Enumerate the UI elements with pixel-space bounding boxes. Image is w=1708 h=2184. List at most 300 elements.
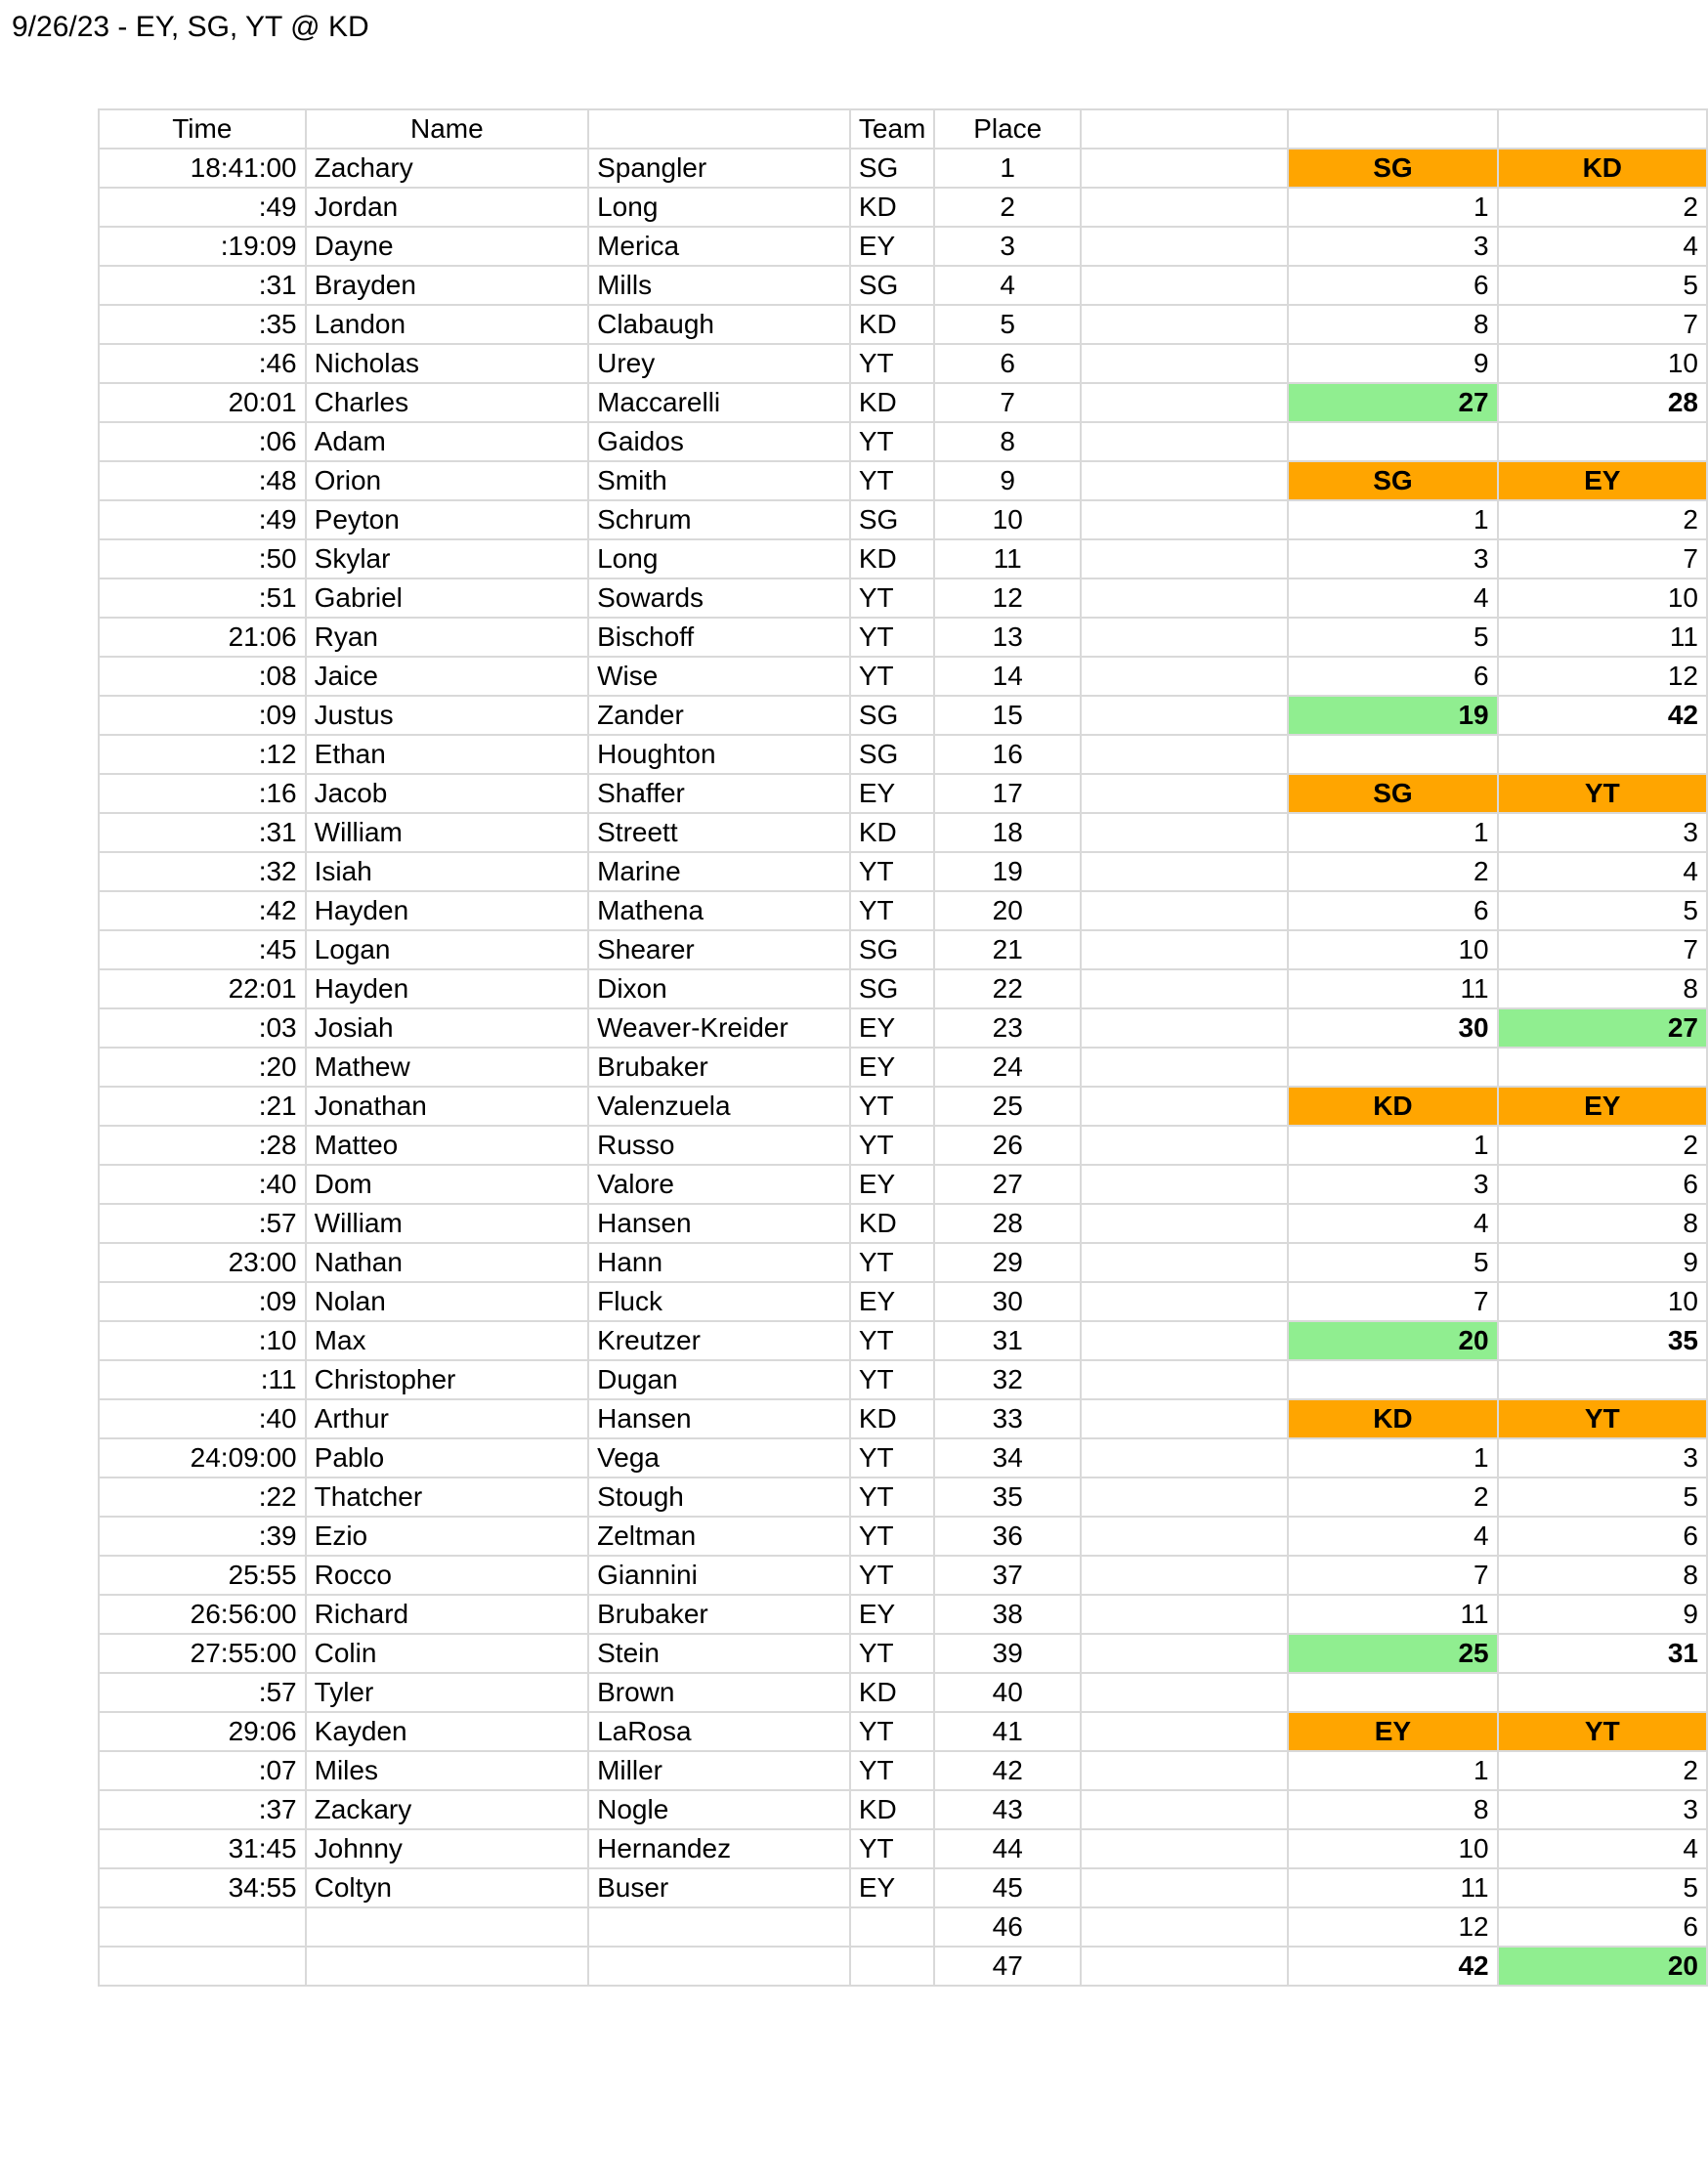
empty-cell[interactable] bbox=[1081, 618, 1288, 657]
first-name-cell[interactable]: Skylar bbox=[306, 539, 588, 578]
place-cell[interactable]: 18 bbox=[934, 813, 1081, 852]
team-cell[interactable]: YT bbox=[850, 1477, 934, 1517]
dual-place[interactable]: 8 bbox=[1498, 1556, 1707, 1595]
last-name-cell[interactable]: Bischoff bbox=[588, 618, 850, 657]
dual-place[interactable]: 3 bbox=[1288, 1165, 1497, 1204]
last-name-cell[interactable]: Fluck bbox=[588, 1282, 850, 1321]
dual-place[interactable]: 2 bbox=[1288, 852, 1497, 891]
team-cell[interactable]: YT bbox=[850, 657, 934, 696]
place-cell[interactable]: 11 bbox=[934, 539, 1081, 578]
time-cell[interactable]: 21:06 bbox=[99, 618, 306, 657]
team-cell[interactable]: EY bbox=[850, 1595, 934, 1634]
time-cell[interactable]: 34:55 bbox=[99, 1868, 306, 1907]
place-cell[interactable]: 35 bbox=[934, 1477, 1081, 1517]
team-cell[interactable]: EY bbox=[850, 1868, 934, 1907]
last-name-cell[interactable]: Russo bbox=[588, 1126, 850, 1165]
team-cell[interactable]: YT bbox=[850, 422, 934, 461]
team-cell[interactable]: YT bbox=[850, 1829, 934, 1868]
dual-place[interactable]: 7 bbox=[1498, 305, 1707, 344]
dual-place[interactable]: 2 bbox=[1498, 1126, 1707, 1165]
empty-cell[interactable] bbox=[1081, 969, 1288, 1008]
team-cell[interactable]: KD bbox=[850, 539, 934, 578]
first-name-cell[interactable]: Logan bbox=[306, 930, 588, 969]
dual-place[interactable]: 3 bbox=[1498, 1438, 1707, 1477]
place-cell[interactable]: 9 bbox=[934, 461, 1081, 500]
last-name-cell[interactable]: Shaffer bbox=[588, 774, 850, 813]
dual-header-team-a[interactable]: SG bbox=[1288, 774, 1497, 813]
dual-place[interactable]: 10 bbox=[1498, 344, 1707, 383]
dual-header-team-b[interactable]: YT bbox=[1498, 1712, 1707, 1751]
empty-cell[interactable] bbox=[1081, 1868, 1288, 1907]
time-cell[interactable]: :10 bbox=[99, 1321, 306, 1360]
team-cell[interactable]: KD bbox=[850, 305, 934, 344]
dual-place[interactable]: 11 bbox=[1288, 1595, 1497, 1634]
first-name-cell[interactable]: Dom bbox=[306, 1165, 588, 1204]
last-name-cell[interactable]: Weaver-Kreider bbox=[588, 1008, 850, 1048]
last-name-cell[interactable]: Kreutzer bbox=[588, 1321, 850, 1360]
dual-place[interactable]: 1 bbox=[1288, 188, 1497, 227]
time-cell[interactable]: :40 bbox=[99, 1399, 306, 1438]
place-cell[interactable]: 42 bbox=[934, 1751, 1081, 1790]
dual-place[interactable]: 1 bbox=[1288, 1126, 1497, 1165]
time-cell[interactable]: :57 bbox=[99, 1673, 306, 1712]
first-name-cell[interactable]: Ryan bbox=[306, 618, 588, 657]
first-name-cell[interactable]: Zachary bbox=[306, 149, 588, 188]
empty-cell[interactable] bbox=[1081, 1204, 1288, 1243]
place-cell[interactable]: 14 bbox=[934, 657, 1081, 696]
header-time[interactable]: Time bbox=[99, 109, 306, 149]
place-cell[interactable]: 19 bbox=[934, 852, 1081, 891]
team-cell[interactable]: KD bbox=[850, 1204, 934, 1243]
dual-place[interactable]: 4 bbox=[1288, 1517, 1497, 1556]
empty-cell[interactable] bbox=[1081, 1165, 1288, 1204]
empty-cell[interactable] bbox=[1498, 1673, 1707, 1712]
team-cell[interactable]: YT bbox=[850, 1438, 934, 1477]
dual-place[interactable]: 6 bbox=[1498, 1907, 1707, 1947]
dual-place[interactable]: 3 bbox=[1498, 813, 1707, 852]
place-cell[interactable]: 47 bbox=[934, 1947, 1081, 1986]
last-name-cell[interactable]: Streett bbox=[588, 813, 850, 852]
dual-total-winner[interactable]: 19 bbox=[1288, 696, 1497, 735]
team-cell[interactable]: KD bbox=[850, 188, 934, 227]
empty-cell[interactable] bbox=[1081, 1008, 1288, 1048]
first-name-cell[interactable]: Christopher bbox=[306, 1360, 588, 1399]
dual-header-team-b[interactable]: EY bbox=[1498, 461, 1707, 500]
team-cell[interactable]: EY bbox=[850, 1048, 934, 1087]
dual-place[interactable]: 1 bbox=[1288, 500, 1497, 539]
last-name-cell[interactable]: Long bbox=[588, 539, 850, 578]
place-cell[interactable]: 32 bbox=[934, 1360, 1081, 1399]
empty-cell[interactable] bbox=[1288, 1048, 1497, 1087]
team-cell[interactable]: YT bbox=[850, 461, 934, 500]
dual-place[interactable]: 11 bbox=[1498, 618, 1707, 657]
empty-cell[interactable] bbox=[1288, 1673, 1497, 1712]
last-name-cell[interactable]: Maccarelli bbox=[588, 383, 850, 422]
dual-place[interactable]: 10 bbox=[1498, 1282, 1707, 1321]
first-name-cell[interactable] bbox=[306, 1907, 588, 1947]
first-name-cell[interactable]: Max bbox=[306, 1321, 588, 1360]
first-name-cell[interactable]: Orion bbox=[306, 461, 588, 500]
first-name-cell[interactable]: William bbox=[306, 813, 588, 852]
empty-cell[interactable] bbox=[1081, 305, 1288, 344]
dual-total[interactable]: 28 bbox=[1498, 383, 1707, 422]
place-cell[interactable]: 15 bbox=[934, 696, 1081, 735]
empty-cell[interactable] bbox=[1288, 1360, 1497, 1399]
time-cell[interactable]: :40 bbox=[99, 1165, 306, 1204]
empty-cell[interactable] bbox=[1498, 1048, 1707, 1087]
last-name-cell[interactable]: Zander bbox=[588, 696, 850, 735]
place-cell[interactable]: 22 bbox=[934, 969, 1081, 1008]
empty-cell[interactable] bbox=[1081, 1634, 1288, 1673]
place-cell[interactable]: 1 bbox=[934, 149, 1081, 188]
place-cell[interactable]: 17 bbox=[934, 774, 1081, 813]
empty-cell[interactable] bbox=[1081, 696, 1288, 735]
last-name-cell[interactable]: LaRosa bbox=[588, 1712, 850, 1751]
dual-header-team-a[interactable]: EY bbox=[1288, 1712, 1497, 1751]
time-cell[interactable]: :45 bbox=[99, 930, 306, 969]
last-name-cell[interactable]: Brown bbox=[588, 1673, 850, 1712]
empty-cell[interactable] bbox=[1081, 1438, 1288, 1477]
team-cell[interactable]: EY bbox=[850, 1165, 934, 1204]
empty-cell[interactable] bbox=[1081, 539, 1288, 578]
time-cell[interactable]: :39 bbox=[99, 1517, 306, 1556]
time-cell[interactable]: 20:01 bbox=[99, 383, 306, 422]
place-cell[interactable]: 5 bbox=[934, 305, 1081, 344]
time-cell[interactable]: :21 bbox=[99, 1087, 306, 1126]
dual-place[interactable]: 4 bbox=[1288, 578, 1497, 618]
empty-cell[interactable] bbox=[1081, 735, 1288, 774]
first-name-cell[interactable]: Thatcher bbox=[306, 1477, 588, 1517]
first-name-cell[interactable]: Brayden bbox=[306, 266, 588, 305]
first-name-cell[interactable]: Miles bbox=[306, 1751, 588, 1790]
time-cell[interactable]: :46 bbox=[99, 344, 306, 383]
last-name-cell[interactable]: Houghton bbox=[588, 735, 850, 774]
team-cell[interactable]: YT bbox=[850, 1751, 934, 1790]
header-last-name[interactable] bbox=[588, 109, 850, 149]
first-name-cell[interactable]: Rocco bbox=[306, 1556, 588, 1595]
place-cell[interactable]: 24 bbox=[934, 1048, 1081, 1087]
team-cell[interactable]: KD bbox=[850, 1790, 934, 1829]
empty-cell[interactable] bbox=[1081, 1321, 1288, 1360]
place-cell[interactable]: 31 bbox=[934, 1321, 1081, 1360]
first-name-cell[interactable] bbox=[306, 1947, 588, 1986]
team-cell[interactable]: YT bbox=[850, 1243, 934, 1282]
place-cell[interactable]: 3 bbox=[934, 227, 1081, 266]
empty-cell[interactable] bbox=[1498, 422, 1707, 461]
dual-place[interactable]: 8 bbox=[1498, 1204, 1707, 1243]
team-cell[interactable]: YT bbox=[850, 852, 934, 891]
time-cell[interactable]: :22 bbox=[99, 1477, 306, 1517]
dual-place[interactable]: 6 bbox=[1288, 891, 1497, 930]
place-cell[interactable]: 36 bbox=[934, 1517, 1081, 1556]
place-cell[interactable]: 20 bbox=[934, 891, 1081, 930]
last-name-cell[interactable]: Spangler bbox=[588, 149, 850, 188]
team-cell[interactable]: KD bbox=[850, 1673, 934, 1712]
time-cell[interactable]: :37 bbox=[99, 1790, 306, 1829]
team-cell[interactable]: SG bbox=[850, 969, 934, 1008]
time-cell[interactable]: 24:09:00 bbox=[99, 1438, 306, 1477]
last-name-cell[interactable]: Hansen bbox=[588, 1399, 850, 1438]
dual-place[interactable]: 7 bbox=[1498, 539, 1707, 578]
first-name-cell[interactable]: Mathew bbox=[306, 1048, 588, 1087]
first-name-cell[interactable]: Jonathan bbox=[306, 1087, 588, 1126]
empty-cell[interactable] bbox=[1081, 1477, 1288, 1517]
last-name-cell[interactable]: Merica bbox=[588, 227, 850, 266]
last-name-cell[interactable]: Miller bbox=[588, 1751, 850, 1790]
last-name-cell[interactable]: Brubaker bbox=[588, 1048, 850, 1087]
empty-cell[interactable] bbox=[1081, 1399, 1288, 1438]
place-cell[interactable]: 28 bbox=[934, 1204, 1081, 1243]
dual-total[interactable]: 30 bbox=[1288, 1008, 1497, 1048]
team-cell[interactable]: YT bbox=[850, 1556, 934, 1595]
last-name-cell[interactable]: Schrum bbox=[588, 500, 850, 539]
time-cell[interactable]: :49 bbox=[99, 500, 306, 539]
time-cell[interactable]: :32 bbox=[99, 852, 306, 891]
empty-cell[interactable] bbox=[1081, 813, 1288, 852]
dual-place[interactable]: 11 bbox=[1288, 969, 1497, 1008]
first-name-cell[interactable]: Hayden bbox=[306, 969, 588, 1008]
place-cell[interactable]: 45 bbox=[934, 1868, 1081, 1907]
time-cell[interactable]: 25:55 bbox=[99, 1556, 306, 1595]
empty-cell[interactable] bbox=[1498, 735, 1707, 774]
time-cell[interactable]: 31:45 bbox=[99, 1829, 306, 1868]
header-team[interactable]: Team bbox=[850, 109, 934, 149]
dual-total[interactable]: 42 bbox=[1498, 696, 1707, 735]
dual-place[interactable]: 12 bbox=[1498, 657, 1707, 696]
dual-total-winner[interactable]: 27 bbox=[1288, 383, 1497, 422]
dual-total[interactable]: 42 bbox=[1288, 1947, 1497, 1986]
team-cell[interactable] bbox=[850, 1907, 934, 1947]
first-name-cell[interactable]: Pablo bbox=[306, 1438, 588, 1477]
team-cell[interactable]: SG bbox=[850, 266, 934, 305]
time-cell[interactable]: :49 bbox=[99, 188, 306, 227]
dual-total-winner[interactable]: 20 bbox=[1288, 1321, 1497, 1360]
last-name-cell[interactable]: Brubaker bbox=[588, 1595, 850, 1634]
first-name-cell[interactable]: Nolan bbox=[306, 1282, 588, 1321]
dual-place[interactable]: 4 bbox=[1498, 852, 1707, 891]
place-cell[interactable]: 43 bbox=[934, 1790, 1081, 1829]
place-cell[interactable]: 44 bbox=[934, 1829, 1081, 1868]
last-name-cell[interactable]: Zeltman bbox=[588, 1517, 850, 1556]
dual-header-team-b[interactable]: YT bbox=[1498, 1399, 1707, 1438]
team-cell[interactable]: EY bbox=[850, 774, 934, 813]
first-name-cell[interactable]: Gabriel bbox=[306, 578, 588, 618]
time-cell[interactable]: :31 bbox=[99, 813, 306, 852]
place-cell[interactable]: 21 bbox=[934, 930, 1081, 969]
empty-cell[interactable] bbox=[1081, 383, 1288, 422]
place-cell[interactable]: 41 bbox=[934, 1712, 1081, 1751]
dual-total-winner[interactable]: 20 bbox=[1498, 1947, 1707, 1986]
dual-header-team-b[interactable]: EY bbox=[1498, 1087, 1707, 1126]
dual-place[interactable]: 3 bbox=[1498, 1790, 1707, 1829]
team-cell[interactable]: SG bbox=[850, 735, 934, 774]
team-cell[interactable]: EY bbox=[850, 1008, 934, 1048]
last-name-cell[interactable]: Wise bbox=[588, 657, 850, 696]
place-cell[interactable]: 39 bbox=[934, 1634, 1081, 1673]
empty-cell[interactable] bbox=[1081, 188, 1288, 227]
place-cell[interactable]: 30 bbox=[934, 1282, 1081, 1321]
dual-place[interactable]: 2 bbox=[1498, 1751, 1707, 1790]
dual-place[interactable]: 6 bbox=[1498, 1517, 1707, 1556]
empty-cell[interactable] bbox=[1081, 1360, 1288, 1399]
dual-place[interactable]: 7 bbox=[1498, 930, 1707, 969]
first-name-cell[interactable]: Ezio bbox=[306, 1517, 588, 1556]
team-cell[interactable]: YT bbox=[850, 1126, 934, 1165]
last-name-cell[interactable]: Hann bbox=[588, 1243, 850, 1282]
team-cell[interactable]: KD bbox=[850, 813, 934, 852]
dual-header-team-b[interactable]: YT bbox=[1498, 774, 1707, 813]
dual-header-team-a[interactable]: KD bbox=[1288, 1399, 1497, 1438]
time-cell[interactable]: :42 bbox=[99, 891, 306, 930]
team-cell[interactable]: YT bbox=[850, 344, 934, 383]
last-name-cell[interactable]: Smith bbox=[588, 461, 850, 500]
header-place[interactable]: Place bbox=[934, 109, 1081, 149]
empty-cell[interactable] bbox=[1081, 774, 1288, 813]
first-name-cell[interactable]: Zackary bbox=[306, 1790, 588, 1829]
empty-cell[interactable] bbox=[1081, 1947, 1288, 1986]
header-name[interactable]: Name bbox=[306, 109, 588, 149]
dual-place[interactable]: 8 bbox=[1288, 305, 1497, 344]
dual-place[interactable]: 1 bbox=[1288, 1751, 1497, 1790]
last-name-cell[interactable]: Valenzuela bbox=[588, 1087, 850, 1126]
empty-cell[interactable] bbox=[1081, 1829, 1288, 1868]
dual-place[interactable]: 5 bbox=[1498, 1477, 1707, 1517]
team-cell[interactable]: SG bbox=[850, 930, 934, 969]
empty-cell[interactable] bbox=[1081, 657, 1288, 696]
place-cell[interactable]: 10 bbox=[934, 500, 1081, 539]
dual-place[interactable]: 6 bbox=[1288, 266, 1497, 305]
last-name-cell[interactable]: Giannini bbox=[588, 1556, 850, 1595]
dual-place[interactable]: 5 bbox=[1288, 618, 1497, 657]
last-name-cell[interactable]: Urey bbox=[588, 344, 850, 383]
team-cell[interactable]: YT bbox=[850, 1360, 934, 1399]
first-name-cell[interactable]: Jordan bbox=[306, 188, 588, 227]
place-cell[interactable]: 29 bbox=[934, 1243, 1081, 1282]
first-name-cell[interactable]: Hayden bbox=[306, 891, 588, 930]
team-cell[interactable]: KD bbox=[850, 1399, 934, 1438]
time-cell[interactable]: :35 bbox=[99, 305, 306, 344]
empty-cell[interactable] bbox=[1081, 852, 1288, 891]
empty-cell[interactable] bbox=[1081, 1790, 1288, 1829]
team-cell[interactable]: SG bbox=[850, 696, 934, 735]
dual-total-winner[interactable]: 27 bbox=[1498, 1008, 1707, 1048]
place-cell[interactable]: 4 bbox=[934, 266, 1081, 305]
team-cell[interactable]: YT bbox=[850, 1517, 934, 1556]
dual-header-team-b[interactable]: KD bbox=[1498, 149, 1707, 188]
first-name-cell[interactable]: Matteo bbox=[306, 1126, 588, 1165]
dual-header-team-a[interactable]: KD bbox=[1288, 1087, 1497, 1126]
empty-cell[interactable] bbox=[1498, 1360, 1707, 1399]
dual-total-winner[interactable]: 25 bbox=[1288, 1634, 1497, 1673]
first-name-cell[interactable]: Tyler bbox=[306, 1673, 588, 1712]
empty-cell[interactable] bbox=[1498, 109, 1707, 149]
dual-place[interactable]: 8 bbox=[1498, 969, 1707, 1008]
place-cell[interactable]: 23 bbox=[934, 1008, 1081, 1048]
last-name-cell[interactable] bbox=[588, 1947, 850, 1986]
first-name-cell[interactable]: Kayden bbox=[306, 1712, 588, 1751]
dual-place[interactable]: 2 bbox=[1498, 188, 1707, 227]
time-cell[interactable]: :51 bbox=[99, 578, 306, 618]
first-name-cell[interactable]: Arthur bbox=[306, 1399, 588, 1438]
dual-place[interactable]: 2 bbox=[1288, 1477, 1497, 1517]
last-name-cell[interactable] bbox=[588, 1907, 850, 1947]
dual-place[interactable]: 3 bbox=[1288, 227, 1497, 266]
empty-cell[interactable] bbox=[1081, 461, 1288, 500]
team-cell[interactable]: YT bbox=[850, 1087, 934, 1126]
dual-header-team-a[interactable]: SG bbox=[1288, 149, 1497, 188]
last-name-cell[interactable]: Clabaugh bbox=[588, 305, 850, 344]
time-cell[interactable]: 27:55:00 bbox=[99, 1634, 306, 1673]
time-cell[interactable]: 26:56:00 bbox=[99, 1595, 306, 1634]
dual-place[interactable]: 10 bbox=[1288, 930, 1497, 969]
time-cell[interactable]: :31 bbox=[99, 266, 306, 305]
place-cell[interactable]: 12 bbox=[934, 578, 1081, 618]
first-name-cell[interactable]: Isiah bbox=[306, 852, 588, 891]
dual-place[interactable]: 4 bbox=[1288, 1204, 1497, 1243]
empty-cell[interactable] bbox=[1081, 422, 1288, 461]
place-cell[interactable]: 34 bbox=[934, 1438, 1081, 1477]
dual-place[interactable]: 10 bbox=[1498, 578, 1707, 618]
place-cell[interactable]: 40 bbox=[934, 1673, 1081, 1712]
last-name-cell[interactable]: Stein bbox=[588, 1634, 850, 1673]
time-cell[interactable]: 18:41:00 bbox=[99, 149, 306, 188]
time-cell[interactable] bbox=[99, 1947, 306, 1986]
dual-place[interactable]: 4 bbox=[1498, 1829, 1707, 1868]
place-cell[interactable]: 6 bbox=[934, 344, 1081, 383]
place-cell[interactable]: 27 bbox=[934, 1165, 1081, 1204]
empty-cell[interactable] bbox=[1081, 1907, 1288, 1947]
dual-place[interactable]: 5 bbox=[1498, 891, 1707, 930]
place-cell[interactable]: 13 bbox=[934, 618, 1081, 657]
last-name-cell[interactable]: Nogle bbox=[588, 1790, 850, 1829]
time-cell[interactable]: :28 bbox=[99, 1126, 306, 1165]
empty-cell[interactable] bbox=[1288, 422, 1497, 461]
time-cell[interactable]: :19:09 bbox=[99, 227, 306, 266]
first-name-cell[interactable]: Nathan bbox=[306, 1243, 588, 1282]
place-cell[interactable]: 2 bbox=[934, 188, 1081, 227]
empty-cell[interactable] bbox=[1081, 1556, 1288, 1595]
empty-cell[interactable] bbox=[1081, 1595, 1288, 1634]
first-name-cell[interactable]: Coltyn bbox=[306, 1868, 588, 1907]
dual-place[interactable]: 1 bbox=[1288, 813, 1497, 852]
time-cell[interactable]: 22:01 bbox=[99, 969, 306, 1008]
dual-place[interactable]: 3 bbox=[1288, 539, 1497, 578]
first-name-cell[interactable]: Richard bbox=[306, 1595, 588, 1634]
empty-cell[interactable] bbox=[1081, 1048, 1288, 1087]
first-name-cell[interactable]: Peyton bbox=[306, 500, 588, 539]
place-cell[interactable]: 7 bbox=[934, 383, 1081, 422]
team-cell[interactable]: YT bbox=[850, 1634, 934, 1673]
empty-cell[interactable] bbox=[1081, 1751, 1288, 1790]
team-cell[interactable]: YT bbox=[850, 578, 934, 618]
empty-cell[interactable] bbox=[1081, 1517, 1288, 1556]
time-cell[interactable]: :09 bbox=[99, 696, 306, 735]
last-name-cell[interactable]: Gaidos bbox=[588, 422, 850, 461]
dual-place[interactable]: 5 bbox=[1288, 1243, 1497, 1282]
dual-place[interactable]: 10 bbox=[1288, 1829, 1497, 1868]
time-cell[interactable]: :06 bbox=[99, 422, 306, 461]
dual-total[interactable]: 31 bbox=[1498, 1634, 1707, 1673]
empty-cell[interactable] bbox=[1081, 930, 1288, 969]
place-cell[interactable]: 46 bbox=[934, 1907, 1081, 1947]
empty-cell[interactable] bbox=[1081, 500, 1288, 539]
empty-cell[interactable] bbox=[1081, 1673, 1288, 1712]
first-name-cell[interactable]: Johnny bbox=[306, 1829, 588, 1868]
first-name-cell[interactable]: Josiah bbox=[306, 1008, 588, 1048]
last-name-cell[interactable]: Shearer bbox=[588, 930, 850, 969]
time-cell[interactable]: :20 bbox=[99, 1048, 306, 1087]
team-cell[interactable]: YT bbox=[850, 891, 934, 930]
